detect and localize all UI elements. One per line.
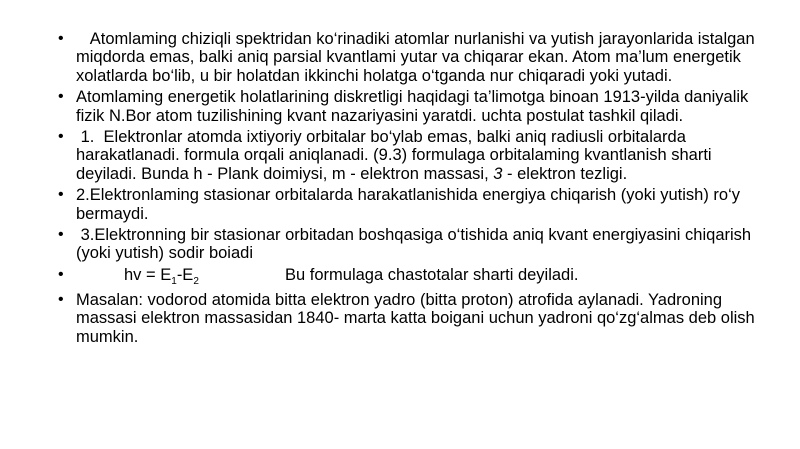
formula-lhs: hv = E: [124, 265, 172, 284]
paragraph-4-text: 2.Elektronlaming stasionar orbitalarda harakatlanishida energiya chiqarish (yoki yutish) ro‘y bermaydi.: [76, 186, 740, 223]
bullet-item-5: [58, 226, 758, 263]
bullet-dot-icon: •: [58, 88, 64, 106]
bullet-list: [58, 30, 758, 349]
formula-subscript-2: 2: [193, 275, 199, 287]
bullet-dot-icon: •: [58, 30, 64, 47]
formula-minus: -E: [176, 265, 194, 284]
paragraph-3-text: 1. Elektronlar atomda ixtiyoriy orbitalar bo‘ylab emas, balki aniq radiusli orbitalarda harakatlanadi. formula orqali aniqlanadi. (9.3) formulaga orbitalaming kvantlanish sharti deyiladi. Bunda h - Plank doimiysi, m - elektron massasi,: [76, 128, 717, 183]
paragraph-7-text: Masalan: vodorod atomida bitta elektron yadro (bitta proton) atrofida aylanadi. Yadroning massasi elektron massasidan 1840- marta katta boigani uchun yadroni qo‘zg‘almas deb olish mumkin.: [76, 290, 755, 346]
paragraph-5-text: 3.Elektronning bir stasionar orbitadan boshqasiga o‘tishida aniq kvant energiyasini chiqarish (yoki yutish) sodir boiadi: [76, 226, 756, 263]
paragraph-3-italic-number: 3: [493, 164, 503, 183]
paragraph-3-tail: - elektron tezligi.: [502, 164, 628, 183]
formula-note: Bu formulaga chastotalar sharti deyiladi.: [285, 265, 579, 284]
bullet-dot-icon: •: [58, 265, 64, 283]
bullet-item-1: [58, 30, 758, 85]
bullet-dot-icon: •: [58, 128, 64, 146]
bullet-item-formula: [58, 266, 758, 288]
paragraph-1-text: Atomlaming chiziqli spektridan ko‘rinadiki atomlar nurlanishi va yutish jarayonlarida istalgan miqdorda emas, balki aniq parsial kvantlami yutar va chiqarar ekan. Atom ma’lum energetik xolatlarda bo‘lib, u bir holatdan ikkinchi holatga o‘tganda nur chiqaradi yoki yutadi.: [76, 30, 760, 85]
formula-subscript-1: 1: [171, 275, 177, 287]
paragraph-2-text: Atomlaming energetik holatlarining diskretligi haqidagi ta’limotga binoan 1913-yilda daniyalik fizik N.Bor atom tuzilishining kvant nazariyasini yaratdi. uchta postulat tashkil qiladi.: [76, 88, 749, 125]
bohr-frequency-formula: [124, 265, 199, 287]
bullet-dot-icon: •: [58, 226, 64, 244]
bullet-item-7: [58, 291, 758, 346]
bullet-item-3: [58, 128, 758, 183]
bullet-dot-icon: •: [58, 290, 64, 308]
bullet-item-4: [58, 186, 758, 223]
bullet-dot-icon: •: [58, 186, 64, 204]
bullet-item-2: [58, 88, 758, 125]
